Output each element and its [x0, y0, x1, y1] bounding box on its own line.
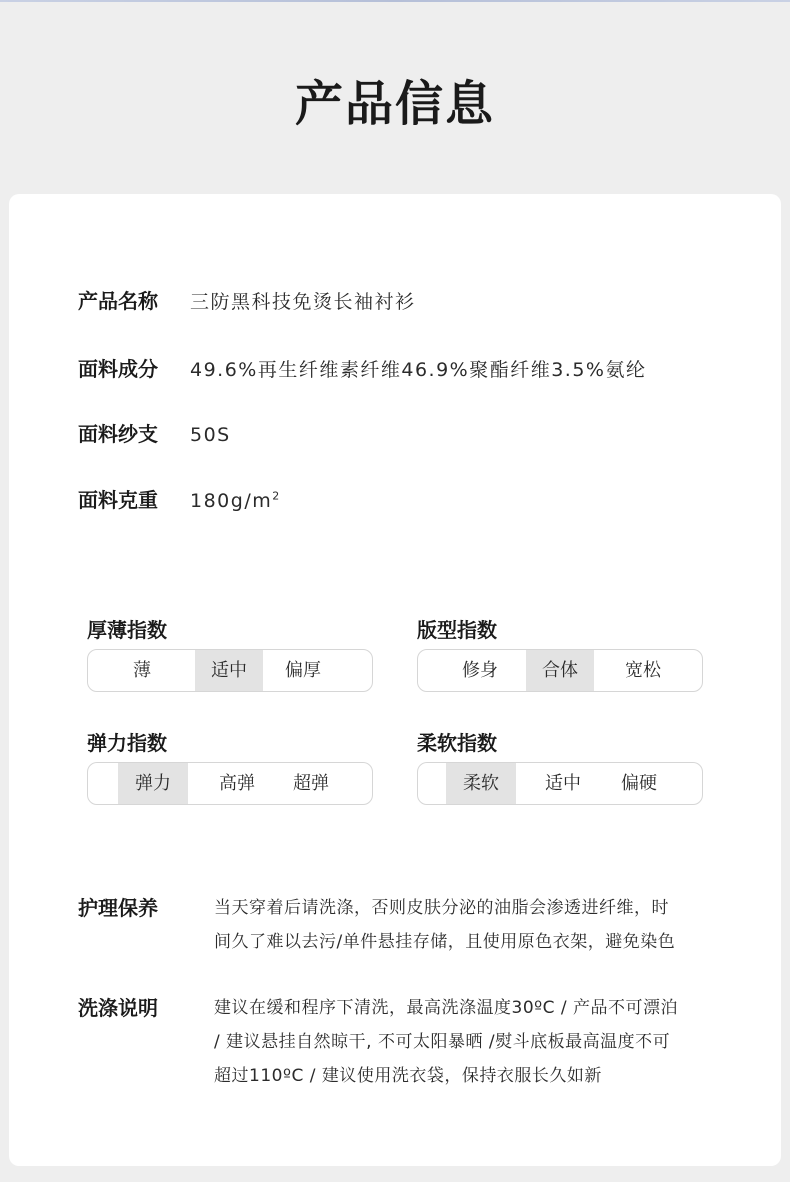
option-thick: 偏厚 — [285, 660, 321, 681]
softness-index — [417, 728, 703, 805]
washing-text — [214, 991, 698, 1093]
spec-label: 面料纱支 — [78, 422, 158, 446]
spec-row-yarn-count — [78, 417, 231, 451]
care-text — [214, 891, 698, 959]
page-title: 产品信息 — [294, 76, 495, 132]
option-regular-selected: 合体 — [526, 650, 594, 691]
index-title: 弹力指数 — [87, 731, 167, 755]
washing-label: 洗涤说明 — [78, 996, 158, 1020]
option-stretch-selected: 弹力 — [118, 763, 188, 804]
spec-label: 面料克重 — [78, 488, 158, 512]
spec-row-product-name — [78, 284, 416, 318]
washing-line: 超过110ºC / 建议使用洗衣袋，保持衣服长久如新 — [214, 1066, 602, 1086]
composition-value-3: 3.5%氨纶 — [551, 359, 647, 381]
care-line: 当天穿着后请洗涤，否则皮肤分泌的油脂会渗透进纤维，时 — [214, 898, 669, 918]
spec-value: 50S — [190, 424, 231, 446]
washing-line: 建议在缓和程序下清洗，最高洗涤温度30ºC / 产品不可漂泊 — [214, 998, 679, 1018]
thickness-index — [87, 615, 373, 692]
spec-label: 产品名称 — [78, 289, 158, 313]
spec-value: 三防黑科技免烫长袖衬衫 — [190, 291, 416, 313]
spec-value — [190, 484, 281, 518]
weight-value: 180g/m — [190, 490, 273, 512]
elasticity-option-bar — [87, 762, 373, 805]
care-line: 间久了难以去污/单件悬挂存储，且使用原色衣架，避免染色 — [214, 932, 676, 952]
index-title: 柔软指数 — [417, 731, 497, 755]
spec-row-fabric-composition — [78, 352, 647, 386]
fit-index — [417, 615, 703, 692]
composition-value-1: 49.6%再生纤维素纤维 — [190, 359, 402, 381]
top-divider — [0, 0, 790, 2]
option-hard: 偏硬 — [621, 773, 657, 794]
spec-label: 面料成分 — [78, 357, 158, 381]
index-title: 版型指数 — [417, 618, 497, 642]
option-medium: 适中 — [545, 773, 581, 794]
index-title: 厚薄指数 — [87, 618, 167, 642]
fit-option-bar — [417, 649, 703, 692]
option-soft-selected: 柔软 — [446, 763, 516, 804]
softness-option-bar — [417, 762, 703, 805]
weight-superscript: 2 — [272, 489, 281, 503]
option-loose: 宽松 — [625, 660, 661, 681]
option-high-stretch: 高弹 — [219, 773, 255, 794]
thickness-option-bar — [87, 649, 373, 692]
spec-row-fabric-weight — [78, 483, 281, 517]
care-label: 护理保养 — [78, 896, 158, 920]
elasticity-index — [87, 728, 373, 805]
option-super-stretch: 超弹 — [293, 773, 329, 794]
option-medium-selected: 适中 — [195, 650, 263, 691]
washing-line: / 建议悬挂自然晾干, 不可太阳暴晒 /熨斗底板最高温度不可 — [214, 1032, 671, 1052]
option-slim: 修身 — [462, 660, 498, 681]
option-thin: 薄 — [133, 660, 151, 681]
composition-value-2: 46.9%聚酯纤维 — [401, 359, 552, 381]
